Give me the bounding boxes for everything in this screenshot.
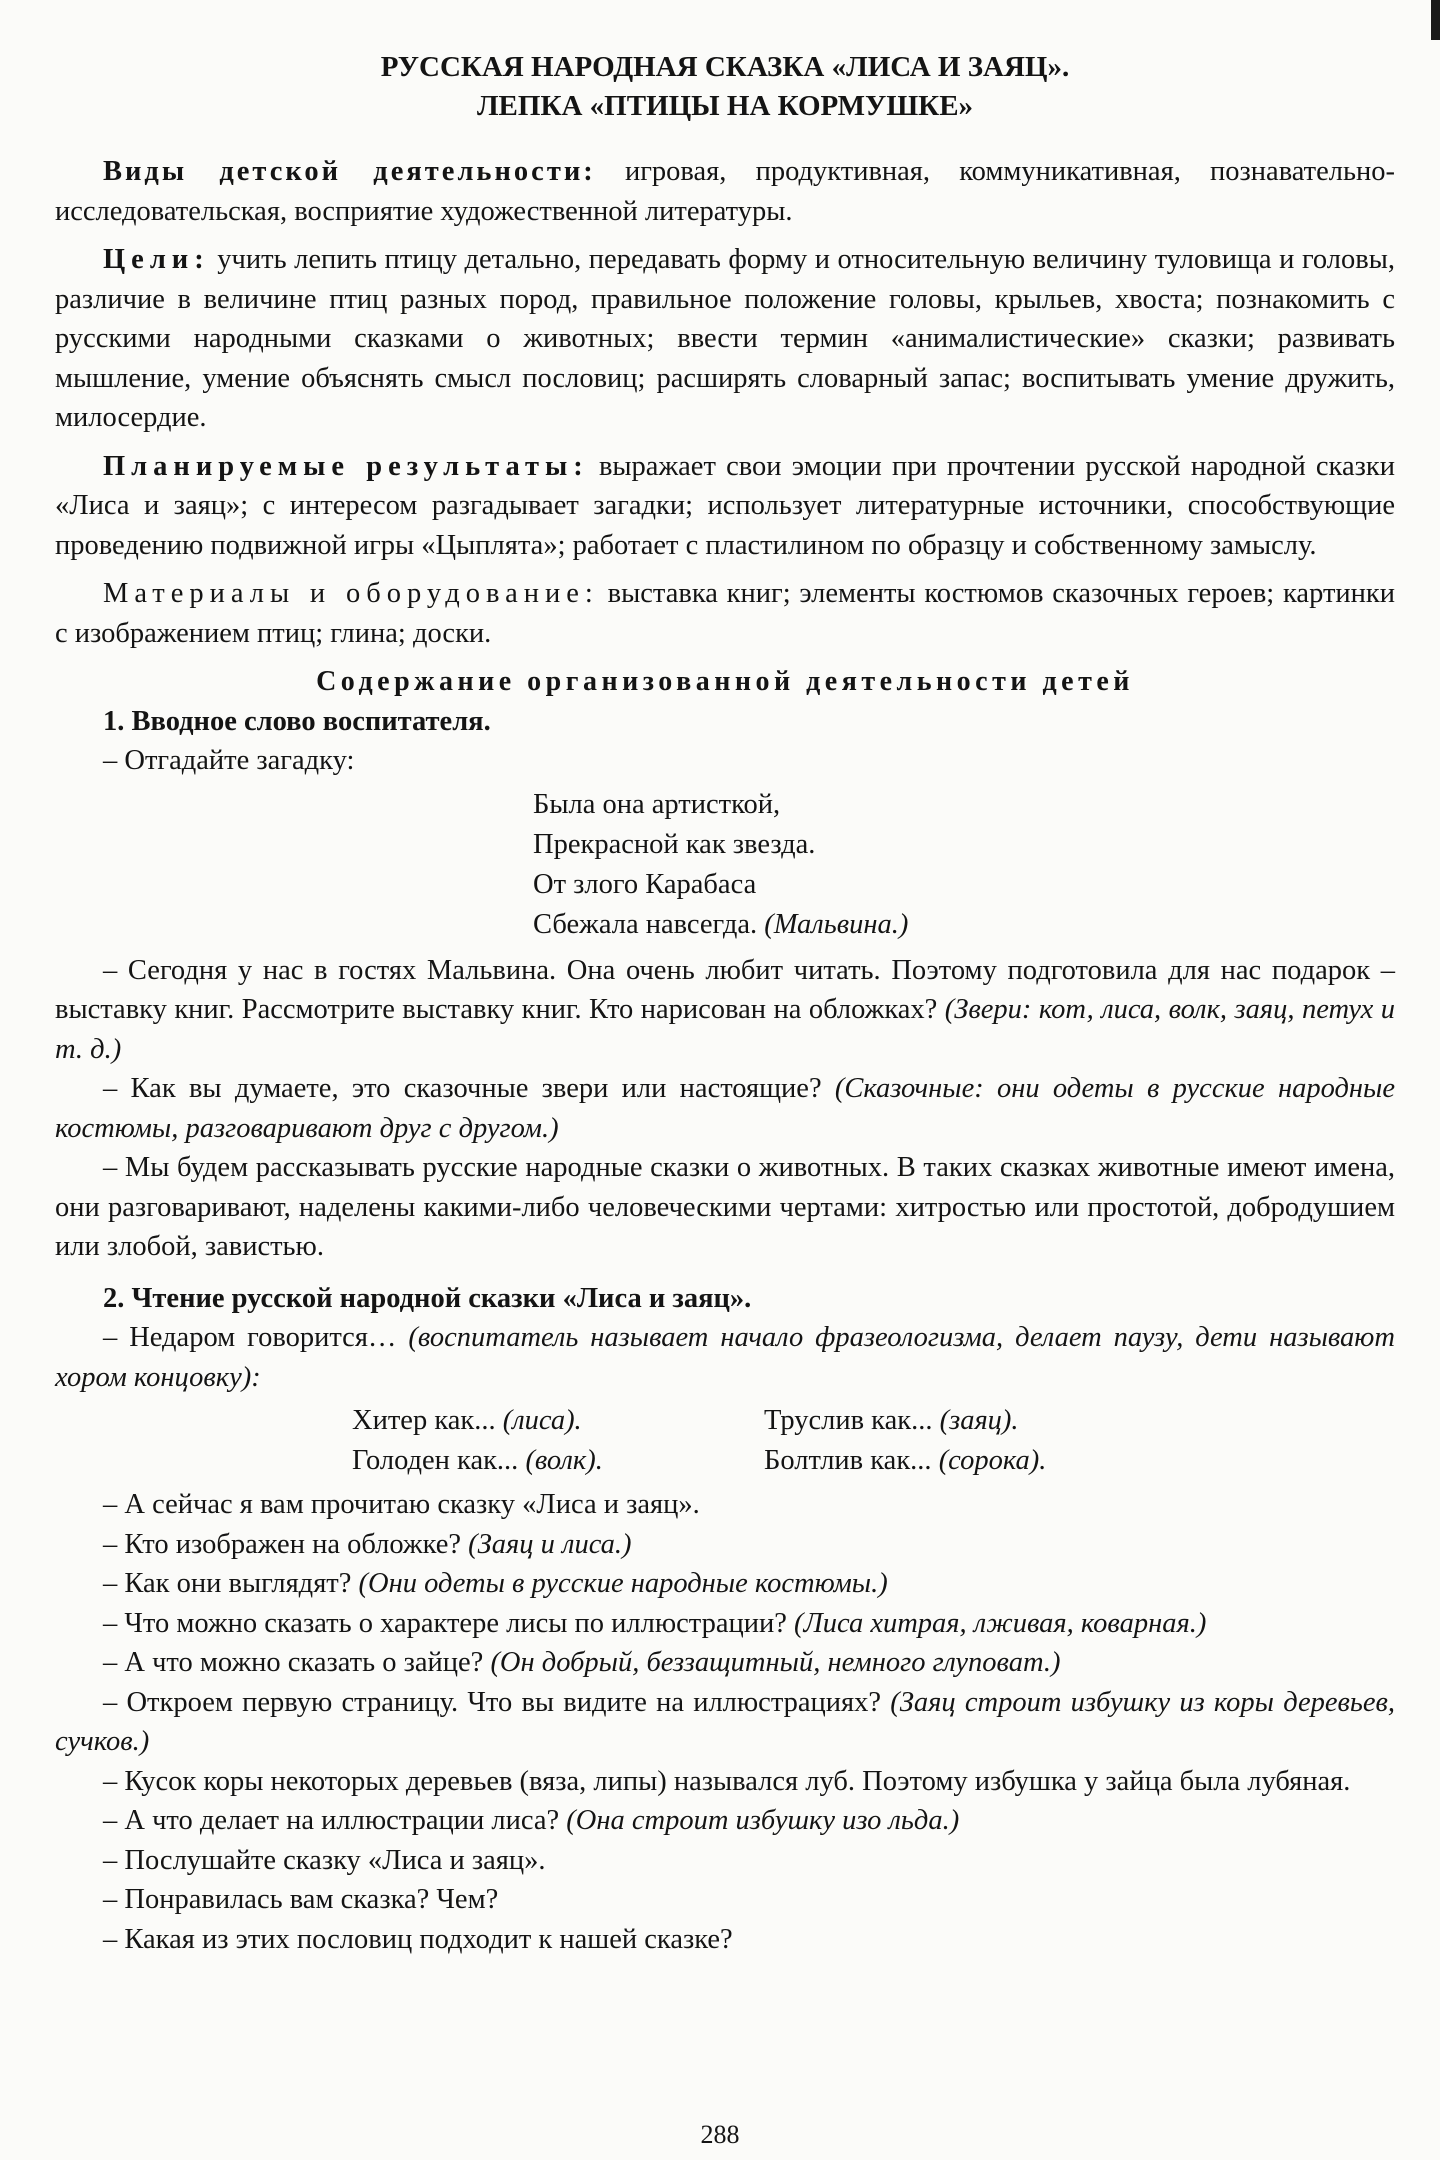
dialog-line: – Послушайте сказку «Лиса и заяц». [103,1844,546,1876]
idiom-answer: (заяц). [939,1405,1019,1436]
step2-intro [55,1318,1395,1397]
dialog-answer: (Она строит избушку изо льда.) [566,1805,960,1836]
scan-edge-mark [1431,0,1440,40]
idiom-answer: (волк). [525,1445,603,1476]
riddle-poem [533,785,1395,945]
idiom-text: Труслив как... [764,1405,940,1436]
step1-paragraph-2 [55,1069,1395,1148]
page-title [55,48,1395,126]
dialog-line [55,1801,1395,1841]
riddle-prompt: – Отгадайте загадку: [103,745,355,776]
dialog-answer: (Заяц строит избушку из коры деревьев, сучков.) [55,1686,1396,1757]
idiom-item [352,1401,764,1441]
poem-last-line: Сбежала навсегда. [533,908,765,940]
dialog-line [55,1564,1395,1604]
dialog-text: – Кто изображен на обложке? [103,1528,469,1560]
poem-line: Была она артисткой, [533,788,781,820]
idiom-item [764,1401,1124,1441]
poem-line [533,905,1395,945]
step1-heading: 1. Вводное слово воспитателя. [103,705,491,737]
section-heading: Содержание организованной деятельности детей [316,666,1134,697]
idiom-item [764,1441,1124,1481]
dialog-text: – Что можно сказать о характере лисы по иллюстрации? [103,1607,794,1639]
dialog-line [55,1683,1395,1762]
page-number: 288 [700,2120,740,2149]
paragraph-text: – Сегодня у нас в гостях Мальвина. Она очень любит читать. Поэтому подготовила для нас подарок – выставку книг. Рассмотрите выставку книг. Кто нарисован на обложках? [55,954,1395,1025]
dialog-text: – Как они выглядят? [103,1568,359,1599]
dialog-line: – Кусок коры некоторых деревьев (вяза, липы) назывался луб. Поэтому избушка у зайца была лубяная. [103,1765,1351,1797]
paragraph-answer: (Сказочные: они одеты в русские народные костюмы, разговаривают друг с другом.) [55,1073,1395,1144]
dialog-line [55,1525,1395,1565]
idiom-answer: (сорока). [938,1445,1047,1476]
dialog-answer: (Они одеты в русские народные костюмы.) [358,1568,888,1599]
idiom-pairs [352,1401,1395,1481]
title-line-1: РУССКАЯ НАРОДНАЯ СКАЗКА «ЛИСА И ЗАЯЦ». [380,51,1070,83]
paragraph-answer: (воспитатель называет начало фразеологизма, делает паузу, дети называют хором концовку): [55,1322,1395,1393]
step1-paragraph-1 [55,951,1395,1070]
dialog-line: – Какая из этих пословиц подходит к нашей сказке? [103,1923,733,1955]
activities-text: игровая, продуктивная, коммуникативная, познавательно-исследовательская, восприятие художественной литературы. [55,156,1396,227]
materials-paragraph [55,574,1395,653]
step1-paragraph-3: – Мы будем рассказывать русские народные сказки о животных. В таких сказках животные имеют имена, они разговаривают, наделены какими-либо человеческими чертами: хитростью или простотой, добродушием или злобой, завистью. [55,1152,1395,1262]
poem-line: Прекрасной как звезда. [533,828,816,860]
step2-heading: 2. Чтение русской народной сказки «Лиса и заяц». [103,1282,752,1314]
paragraph-text: – Недаром говорится… [103,1322,409,1353]
idiom-answer: (лиса). [502,1405,582,1436]
dialog-line: – А сейчас я вам прочитаю сказку «Лиса и заяц». [103,1489,700,1520]
dialog-answer: (Он добрый, беззащитный, немного глуповат.) [490,1647,1061,1678]
results-label: Планируемые результаты: [103,450,589,482]
activities-label: Виды детской деятельности: [103,156,596,187]
idiom-text: Болтлив как... [764,1445,939,1476]
dialog-answer: (Заяц и лиса.) [468,1528,632,1560]
idiom-item [352,1441,764,1481]
document-page [55,48,1395,1959]
paragraph-text: – Как вы думаете, это сказочные звери или настоящие? [103,1073,835,1104]
dialog-text: – А что делает на иллюстрации лиса? [103,1805,567,1836]
results-text: выражает свои эмоции при прочтении русской народной сказки «Лиса и заяц»; с интересом разгадывает загадки; использует литературные источники, способствующие проведению подвижной игры «Цыплята»; работает с пластилином по образцу и собственному замыслу. [55,450,1395,561]
poem-answer: (Мальвина.) [764,908,909,940]
goals-text: учить лепить птицу детально, передавать форму и относительную величину туловища и головы, различие в величине птиц разных пород, правильное положение головы, крыльев, хвоста; познакомить с русскими народными сказками о животных; ввести термин «анималистические» сказки; развивать мышление, умение объяснять смысл пословиц; расширять словарный запас; воспитывать умение дружить, милосердие. [55,244,1395,433]
dialog-text: – А что можно сказать о зайце? [103,1647,491,1678]
dialog-answer: (Лиса хитрая, лживая, коварная.) [794,1607,1207,1639]
goals-paragraph [55,240,1395,438]
title-line-2: ЛЕПКА «ПТИЦЫ НА КОРМУШКЕ» [476,90,974,122]
dialog-line [55,1604,1395,1644]
activities-paragraph [55,152,1395,231]
poem-line: От злого Карабаса [533,868,757,900]
materials-label: Материалы и оборудование: [103,578,599,609]
idiom-text: Хитер как... [352,1405,503,1436]
idiom-text: Голоден как... [352,1445,526,1476]
dialog-line [55,1643,1395,1683]
paragraph-answer: (Звери: кот, лиса, волк, заяц, петух и т. д.) [55,994,1395,1065]
materials-text: выставка книг; элементы костюмов сказочных героев; картинки с изображением птиц; глина; доски. [55,578,1395,649]
results-paragraph [55,447,1395,566]
dialog-line: – Понравилась вам сказка? Чем? [103,1884,499,1915]
goals-label: Цели: [103,244,210,275]
dialog-text: – Откроем первую страницу. Что вы видите на иллюстрациях? [103,1686,891,1718]
